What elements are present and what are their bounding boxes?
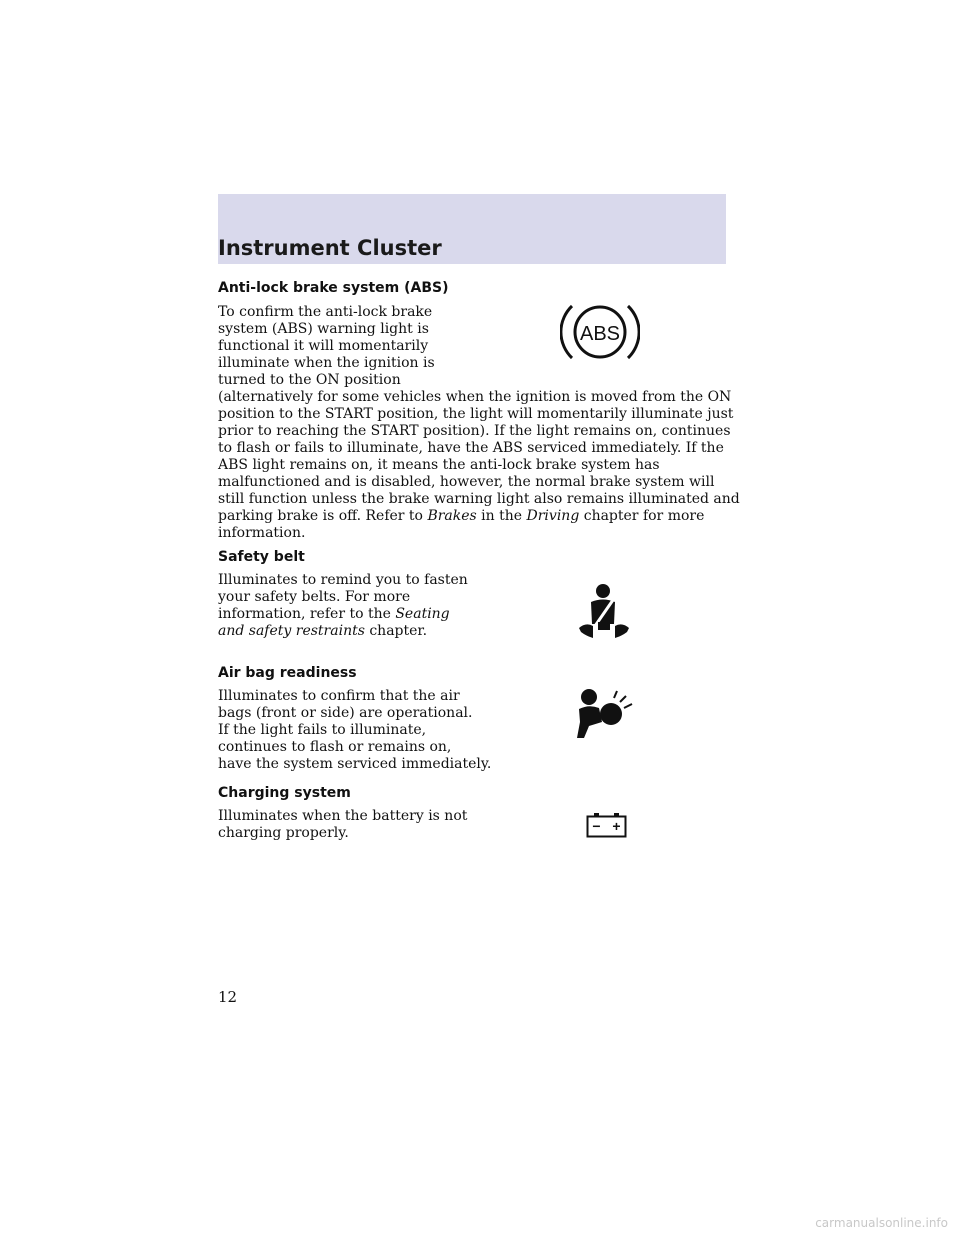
seat-belt-icon xyxy=(576,582,632,642)
brakes-reference: Brakes xyxy=(427,508,477,524)
text-line: illuminate when the ignition is xyxy=(218,355,435,371)
text-line: still function unless the brake warning light also remains illuminated and xyxy=(218,491,740,507)
text-line: (alternatively for some vehicles when the ignition is moved from the ON xyxy=(218,389,732,405)
safety-belt-paragraph xyxy=(218,572,468,640)
text-line: to flash or fails to illuminate, have the ABS serviced immediately. If the xyxy=(218,440,724,456)
abs-icon-label: ABS xyxy=(579,323,621,345)
text-line: your safety belts. For more xyxy=(218,589,411,605)
abs-paragraph xyxy=(218,304,740,542)
text-line: prior to reaching the START position). If the light remains on, continues xyxy=(218,423,731,439)
text-line: If the light fails to illuminate, xyxy=(218,722,427,738)
text-line: information. xyxy=(218,525,306,541)
text-line: Illuminates to remind you to fasten xyxy=(218,572,468,588)
site-watermark: carmanualsonline.info xyxy=(815,1216,948,1230)
text-line: malfunctioned and is disabled, however, the normal brake system will xyxy=(218,474,715,490)
battery-minus-sign: − xyxy=(592,818,601,834)
page-number: 12 xyxy=(218,988,238,1006)
text-line: ABS light remains on, it means the anti-lock brake system has xyxy=(218,457,660,473)
charging-system-paragraph xyxy=(218,808,467,842)
text-line: parking brake is off. Refer to Brakes in the Driving chapter for more xyxy=(218,508,705,524)
text-line: turned to the ON position xyxy=(218,372,401,388)
battery-plus-sign: + xyxy=(612,818,621,834)
text-line: charging properly. xyxy=(218,825,349,841)
driving-reference: Driving xyxy=(526,508,580,524)
text-line: Illuminates when the battery is not xyxy=(218,808,468,824)
text-line: and safety restraints chapter. xyxy=(218,623,428,639)
text-line: position to the START position, the light will momentarily illuminate just xyxy=(218,406,734,422)
text-line: have the system serviced immediately. xyxy=(218,756,492,772)
text-line: information, refer to the Seating xyxy=(218,606,450,622)
page-title: Instrument Cluster xyxy=(218,236,442,260)
battery-icon xyxy=(586,812,628,838)
text-line: functional it will momentarily xyxy=(218,338,429,354)
charging-system-heading: Charging system xyxy=(218,785,351,801)
text-line: Illuminates to confirm that the air xyxy=(218,688,460,704)
text-line: To confirm the anti-lock brake xyxy=(218,304,433,320)
abs-heading: Anti-lock brake system (ABS) xyxy=(218,280,449,296)
text-line: bags (front or side) are operational. xyxy=(218,705,473,721)
safety-belt-heading: Safety belt xyxy=(218,549,305,565)
text-line: continues to flash or remains on, xyxy=(218,739,452,755)
air-bag-heading: Air bag readiness xyxy=(218,665,357,681)
air-bag-icon xyxy=(574,688,636,740)
air-bag-paragraph xyxy=(218,688,491,773)
text-line: system (ABS) warning light is xyxy=(218,321,429,337)
abs-warning-icon xyxy=(560,298,640,366)
